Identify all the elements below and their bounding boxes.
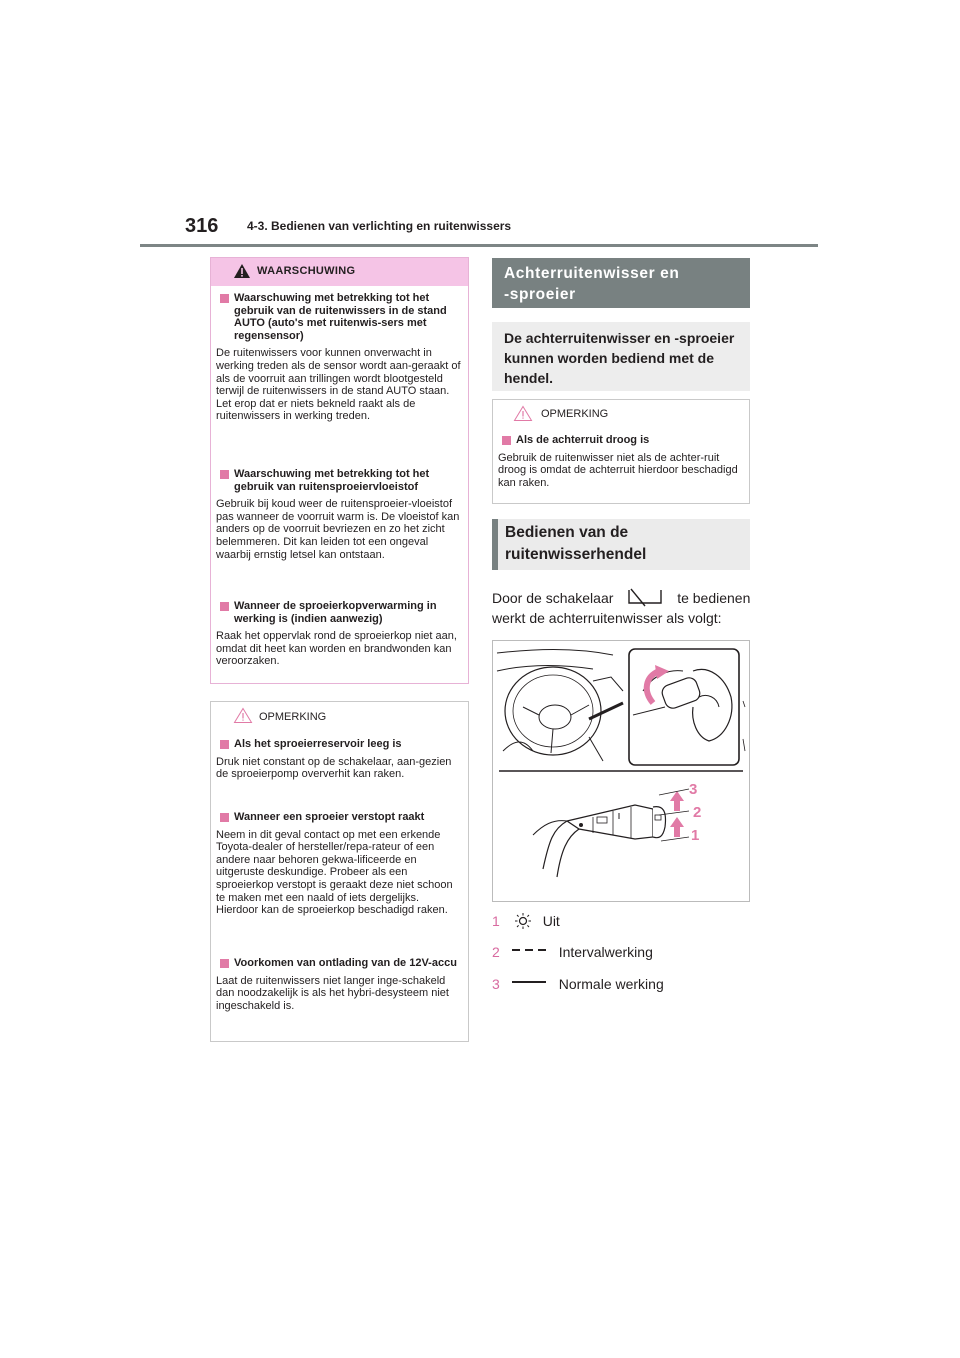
note-item-heading: Wanneer een sproeier verstopt raakt	[234, 811, 425, 823]
warning-item-heading: Wanneer de sproeierkopverwarming in werking is (indien aanwezig)	[234, 600, 437, 625]
bullet-icon	[220, 959, 229, 968]
wiper-lever-drawing	[493, 641, 749, 901]
dashed-line-icon	[512, 945, 546, 955]
note-item-heading: Als het sproeierreservoir leeg is	[234, 738, 402, 750]
subsection-title-line2: ruitenwisserhendel	[505, 546, 647, 563]
note-item-body: Neem in dit geval contact op met een erkende Toyota-dealer of hersteller/repa-rateur of een andere naar behoren gekwa-lificeerde en uitgeruste deskundige. Probeer als een sproeierkop verstopt is geraakt deze niet schoon te maken met een naald of iets dergelijks. Hierdoor kan de sproeierkop beschadigd raken.	[216, 828, 453, 917]
section-title-bar	[492, 258, 750, 308]
position-number: 1	[492, 913, 500, 929]
note-item-3	[216, 957, 462, 1012]
caution-triangle-icon	[233, 707, 253, 724]
warning-triangle-icon	[233, 263, 251, 279]
note-box-right	[492, 399, 750, 504]
callout-2: 2	[693, 804, 702, 821]
bullet-icon	[220, 294, 229, 303]
callout-1: 1	[691, 827, 700, 844]
warning-item-heading: Waarschuwing met betrekking tot het gebruik van ruitensproeiervloeistof	[234, 468, 430, 493]
bullet-icon	[220, 602, 229, 611]
position-item-3	[492, 976, 664, 994]
note-title: OPMERKING	[259, 711, 327, 723]
warning-item-heading: Waarschuwing met betrekking tot het gebruik van de ruitenwissers in de stand AUTO (auto's met ruitenwis-sers met regensensor)	[234, 292, 447, 342]
note-title: OPMERKING	[541, 408, 609, 420]
position-number: 2	[492, 944, 500, 960]
note-item-body: Druk niet constant op de schakelaar, aan-gezien de sproeierpomp oververhit kan raken.	[216, 755, 452, 781]
solid-line-icon	[512, 977, 546, 987]
section-title-line2: -sproeier	[504, 286, 576, 303]
warning-item-body: Gebruik bij koud weer de ruitensproeier-vloeistof pas wanneer de voorruit warm is. De vloeistof kan anders op de voorruit bevriezen en zo het zicht belemmeren. Dit kan leiden tot een ongeval waarbij ernstig letsel kan ontstaan.	[216, 498, 460, 561]
warning-item-body: De ruitenwissers voor kunnen onverwacht in werking treden als de sensor wordt aan-geraakt of als de voorruit aan trillingen wordt blootgesteld terwijl de ruitenwissers in de stand AUTO staan. Let erop dat er niets bekneld raakt als de ruitenwissers in werking treden.	[216, 347, 461, 423]
section-title-line1: Achterruitenwisser en	[504, 265, 680, 282]
note-item-heading: Voorkomen van ontlading van de 12V-accu	[234, 957, 457, 969]
note-box-left	[210, 701, 469, 1042]
chapter-title: 4-3. Bedienen van verlichting en ruitenwissers	[247, 219, 512, 233]
page-number: 316	[185, 215, 219, 237]
note-item-body: Laat de ruitenwissers niet langer inge-schakeld dan noodzakelijk is als het hybri-desysteem niet ingeschakeld is.	[216, 974, 449, 1012]
bullet-icon	[220, 740, 229, 749]
note-item-1	[216, 738, 462, 781]
note-item-heading: Als de achterruit droog is	[516, 434, 650, 446]
caution-triangle-icon	[513, 405, 533, 422]
callout-3: 3	[689, 781, 698, 798]
warning-item-body: Raak het oppervlak rond de sproeierkop niet aan, omdat dit heet kan worden en brandwonden kan veroorzaken.	[216, 630, 457, 668]
header-rule	[140, 244, 818, 247]
bullet-icon	[220, 470, 229, 479]
warning-item-1	[216, 292, 462, 423]
position-item-1	[492, 912, 560, 931]
position-number: 3	[492, 976, 500, 992]
subsection-title-line1: Bedienen van de	[505, 524, 629, 541]
note-item	[498, 434, 743, 489]
position-label: Uit	[542, 913, 560, 929]
rear-wiper-icon	[625, 587, 665, 609]
paragraph-line-1	[492, 587, 750, 609]
position-label: Normale werking	[558, 976, 664, 992]
paragraph-part1: Door de schakelaar	[492, 590, 614, 606]
paragraph-part2: te bedienen	[677, 590, 751, 606]
position-item-2	[492, 944, 653, 962]
warning-item-2	[216, 468, 462, 561]
paragraph-line-2: werkt de achterruitenwisser als volgt:	[492, 610, 722, 626]
bullet-icon	[220, 813, 229, 822]
section-intro-box	[492, 322, 750, 391]
subsection-accent	[492, 519, 498, 570]
wiper-lever-illustration	[492, 640, 750, 902]
warning-title: WAARSCHUWING	[257, 265, 356, 277]
subsection-title-bar	[492, 519, 750, 570]
section-intro: De achterruitenwisser en -sproeier kunnen worden bediend met de hendel.	[504, 330, 735, 386]
note-item-body: Gebruik de ruitenwisser niet als de achter-ruit droog is omdat de achterruit hierdoor beschadigd kan raken.	[498, 451, 738, 489]
warning-box	[210, 257, 469, 684]
note-item-2	[216, 811, 462, 917]
position-label: Intervalwerking	[558, 944, 653, 960]
off-icon	[510, 912, 536, 930]
bullet-icon	[502, 436, 511, 445]
warning-item-3	[216, 600, 462, 668]
warning-header	[211, 258, 468, 286]
